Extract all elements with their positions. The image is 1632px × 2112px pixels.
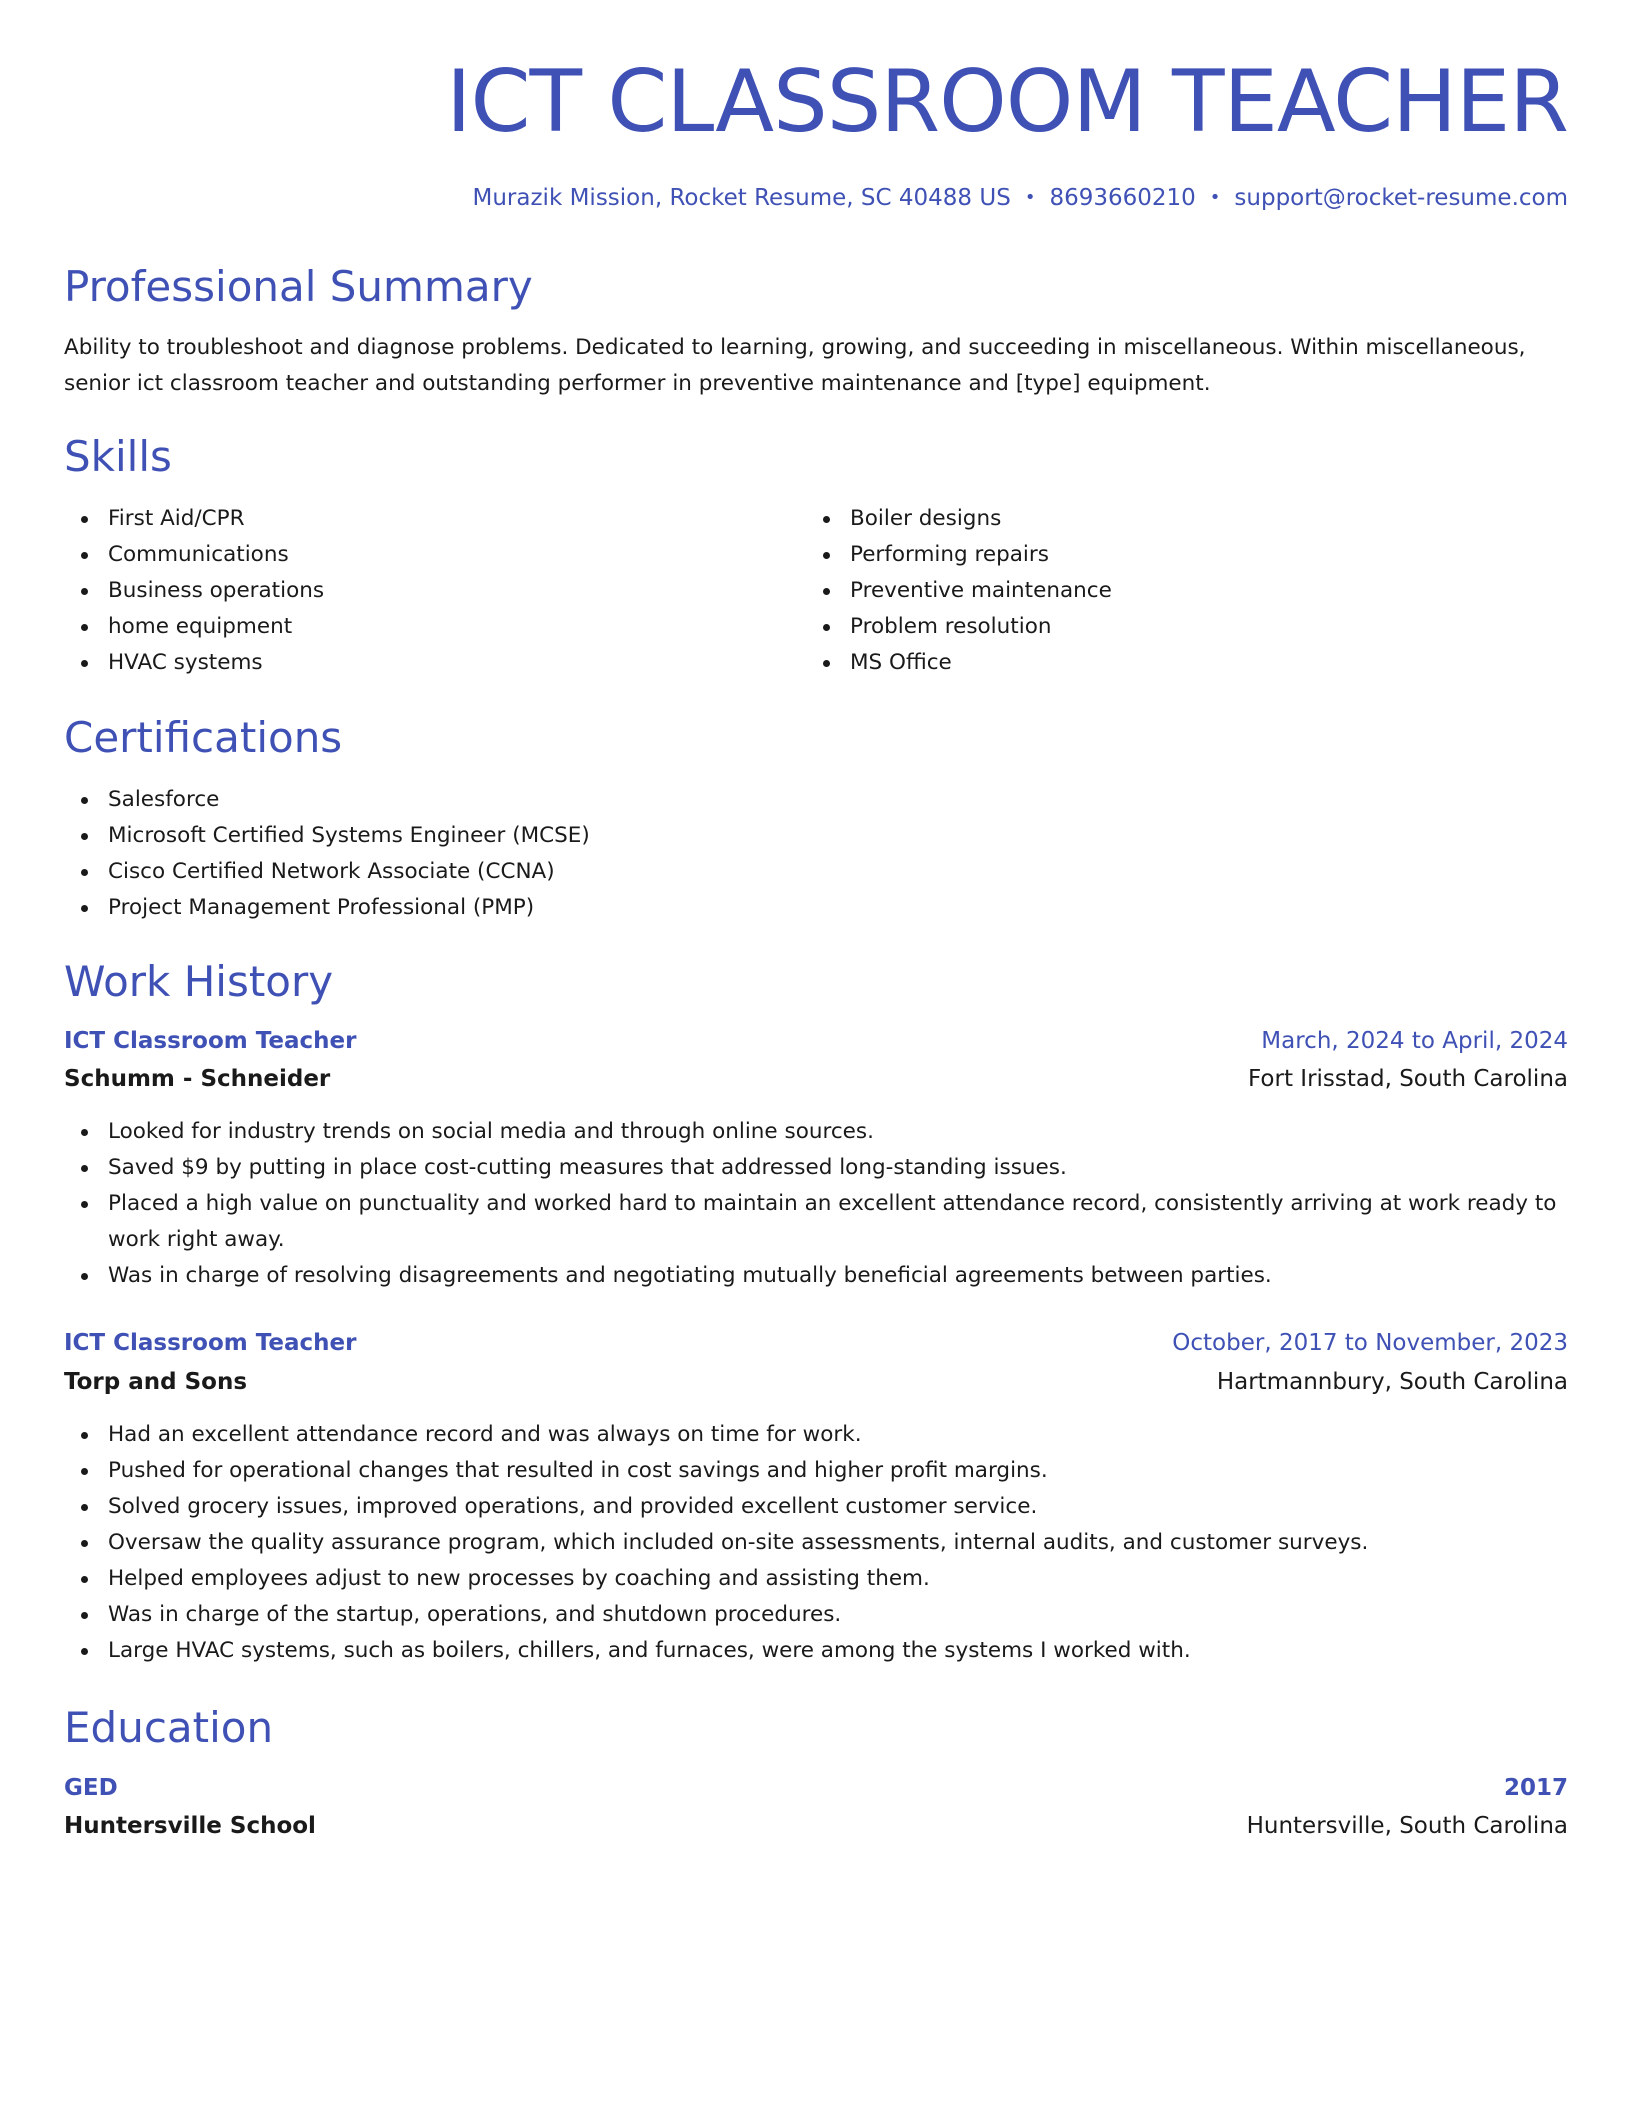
certification-item: Cisco Certified Network Associate (CCNA) <box>64 854 590 890</box>
certification-item: Microsoft Certified Systems Engineer (MCSE) <box>64 818 590 854</box>
skill-item: Business operations <box>64 573 324 609</box>
job-company: Schumm - Schneider <box>64 1066 331 1092</box>
contact-separator: • <box>1024 187 1036 208</box>
job-dates: March, 2024 to April, 2024 <box>1261 1028 1568 1054</box>
job-bullets <box>64 1114 1568 1294</box>
contact-phone: 8693660210 <box>1049 185 1196 211</box>
work-history-heading: Work History <box>64 957 334 1006</box>
skill-item: First Aid/CPR <box>64 501 324 537</box>
education-school: Huntersville School <box>64 1813 316 1839</box>
skill-item: Problem resolution <box>806 609 1112 645</box>
job-bullet: Was in charge of the startup, operations, and shutdown procedures. <box>64 1597 1568 1633</box>
skill-item: home equipment <box>64 609 324 645</box>
skill-item: Performing repairs <box>806 537 1112 573</box>
job-role: ICT Classroom Teacher <box>64 1330 357 1356</box>
job-location: Hartmannbury, South Carolina <box>1216 1369 1568 1395</box>
job-subheader <box>64 1061 1568 1097</box>
job-bullet: Looked for industry trends on social media and through online sources. <box>64 1114 1568 1150</box>
job-header <box>64 1023 1568 1059</box>
skill-item: HVAC systems <box>64 645 324 681</box>
resume-title: ICT CLASSROOM TEACHER <box>446 52 1568 152</box>
education-degree: GED <box>64 1775 118 1801</box>
education-location: Huntersville, South Carolina <box>1246 1813 1568 1839</box>
job-header <box>64 1325 1568 1361</box>
job-bullet: Solved grocery issues, improved operations, and provided excellent customer service. <box>64 1489 1568 1525</box>
skills-list-left <box>64 501 324 681</box>
contact-line <box>473 180 1568 216</box>
education-subheader <box>64 1808 1568 1844</box>
job-bullet: Pushed for operational changes that resulted in cost savings and higher profit margins. <box>64 1453 1568 1489</box>
job-bullet: Oversaw the quality assurance program, which included on-site assessments, internal audits, and customer surveys. <box>64 1525 1568 1561</box>
summary-text: Ability to troubleshoot and diagnose problems. Dedicated to learning, growing, and succeeding in miscellaneous. Within miscellaneous, senior ict classroom teacher and outstanding performer in preventive maintenance and [type] equipment. <box>64 335 1526 396</box>
job-bullet: Large HVAC systems, such as boilers, chillers, and furnaces, were among the systems I worked with. <box>64 1633 1568 1669</box>
contact-email: support@rocket-resume.com <box>1234 185 1568 211</box>
contact-address: Murazik Mission, Rocket Resume, SC 40488 US <box>472 185 1011 211</box>
summary-heading: Professional Summary <box>64 262 533 311</box>
job-role: ICT Classroom Teacher <box>64 1028 357 1054</box>
skills-heading: Skills <box>64 432 172 481</box>
job-subheader <box>64 1364 1568 1400</box>
job-company: Torp and Sons <box>64 1369 248 1395</box>
skill-item: Communications <box>64 537 324 573</box>
job-bullet: Placed a high value on punctuality and worked hard to maintain an excellent attendance record, consistently arriving at work ready to work right away. <box>64 1186 1568 1258</box>
certifications-heading: Certifications <box>64 713 343 762</box>
certifications-list <box>64 782 590 926</box>
skills-list-right <box>806 501 1112 681</box>
job-dates: October, 2017 to November, 2023 <box>1172 1330 1568 1356</box>
education-year: 2017 <box>1503 1775 1568 1801</box>
skill-item: MS Office <box>806 645 1112 681</box>
contact-separator: • <box>1209 187 1221 208</box>
skill-item: Preventive maintenance <box>806 573 1112 609</box>
certification-item: Salesforce <box>64 782 590 818</box>
job-location: Fort Irisstad, South Carolina <box>1248 1066 1568 1092</box>
job-bullet: Saved $9 by putting in place cost-cutting measures that addressed long-standing issues. <box>64 1150 1568 1186</box>
job-bullet: Was in charge of resolving disagreements and negotiating mutually beneficial agreements between parties. <box>64 1258 1568 1294</box>
job-bullets <box>64 1417 1568 1669</box>
education-heading: Education <box>64 1703 274 1752</box>
job-bullet: Had an excellent attendance record and was always on time for work. <box>64 1417 1568 1453</box>
certification-item: Project Management Professional (PMP) <box>64 890 590 926</box>
education-header <box>64 1770 1568 1806</box>
skill-item: Boiler designs <box>806 501 1112 537</box>
job-bullet: Helped employees adjust to new processes by coaching and assisting them. <box>64 1561 1568 1597</box>
